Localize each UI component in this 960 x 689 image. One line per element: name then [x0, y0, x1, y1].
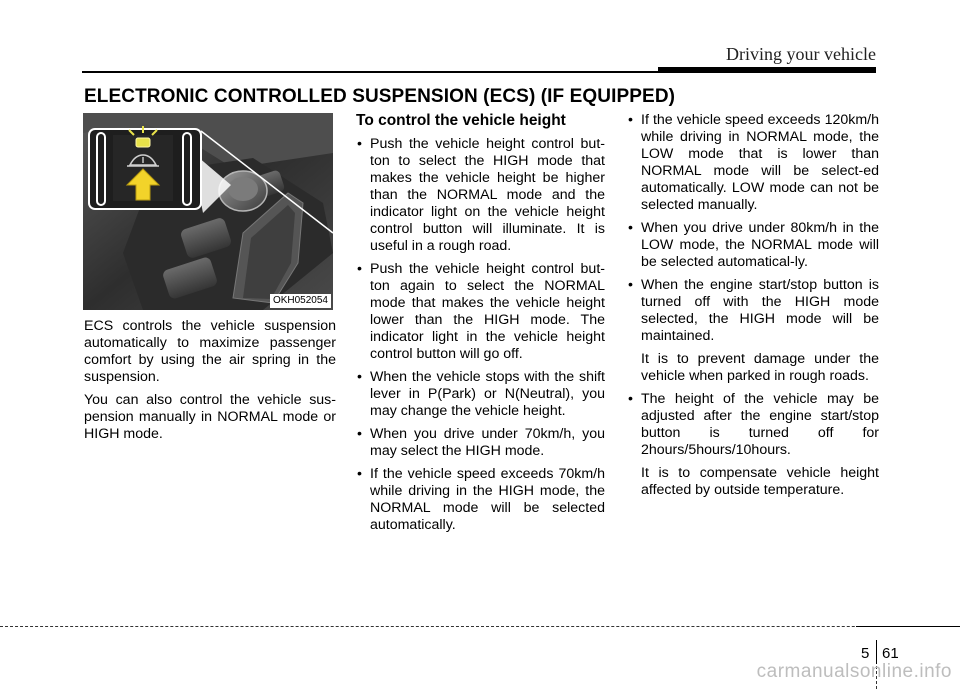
list-item: • Push the vehicle height control but-ton again to select the NORMAL mode that makes the vehicle height lower than the HIGH mode. The indicator light in the vehicle height control button will go off.	[356, 261, 605, 363]
manual-paragraph: You can also control the vehicle sus-pension manually in NORMAL mode or HIGH mode.	[84, 392, 336, 442]
list-item: • When you drive under 70km/h, you may select the HIGH mode.	[356, 426, 605, 460]
column-2	[356, 112, 605, 540]
watermark: carmanualsonline.info	[756, 661, 952, 682]
list-item: • If the vehicle speed exceeds 70km/h while driving in the HIGH mode, the NORMAL mode will be selected automatically.	[356, 466, 605, 534]
list-item: • If the vehicle speed exceeds 120km/h while driving in NORMAL mode, the LOW mode that is lower than NORMAL mode will be select-ed automatically. LOW mode can not be selected manually.	[627, 112, 879, 214]
list-item: • The height of the vehicle may be adjusted after the engine start/stop button is turned off for 2hours/5hours/10hours.	[627, 391, 879, 459]
list-item: • When the vehicle stops with the shift lever in P(Park) or N(Neutral), you may change the vehicle height.	[356, 369, 605, 420]
section-title: ELECTRONIC CONTROLLED SUSPENSION (ECS) (IF EQUIPPED)	[84, 86, 676, 107]
footer-rule-solid	[856, 626, 960, 627]
column-1	[84, 318, 336, 449]
subsection-heading: To control the vehicle height	[356, 112, 566, 129]
header-bar	[658, 67, 876, 73]
chapter-number: 5	[861, 645, 870, 662]
list-item: • Push the vehicle height control but-ton to select the HIGH mode that makes the vehicle height be higher than the NORMAL mode and the indicator light on the vehicle height control button will illuminate. It is useful in a rough road.	[356, 136, 605, 255]
suspension-switch-icon	[89, 126, 201, 209]
intro-paragraph: ECS controls the vehicle suspension automatically to maximize passenger comfort by using the air spring in the suspension.	[84, 318, 336, 385]
page-number: 61	[882, 645, 899, 662]
ecs-illustration	[83, 113, 333, 310]
list-item: • When you drive under 80km/h in the LOW mode, the NORMAL mode will be selected automatical-ly.	[627, 220, 879, 271]
list-item: • When the engine start/stop button is turned off with the HIGH mode selected, the HIGH mode will be maintained.	[627, 277, 879, 345]
footer-rule	[0, 626, 960, 627]
note-paragraph: It is to compensate vehicle height affected by outside temperature.	[641, 465, 879, 498]
column-3	[627, 112, 879, 505]
header-rule	[82, 71, 658, 73]
height-notes-list	[627, 112, 879, 345]
center-console-image	[83, 113, 333, 310]
note-paragraph: It is to prevent damage under the vehicle when parked in rough roads.	[641, 351, 879, 384]
chapter-title: Driving your vehicle	[726, 44, 876, 64]
height-control-list	[356, 136, 605, 534]
height-notes-list-2	[627, 391, 879, 459]
image-code: OKH052054	[270, 294, 331, 308]
